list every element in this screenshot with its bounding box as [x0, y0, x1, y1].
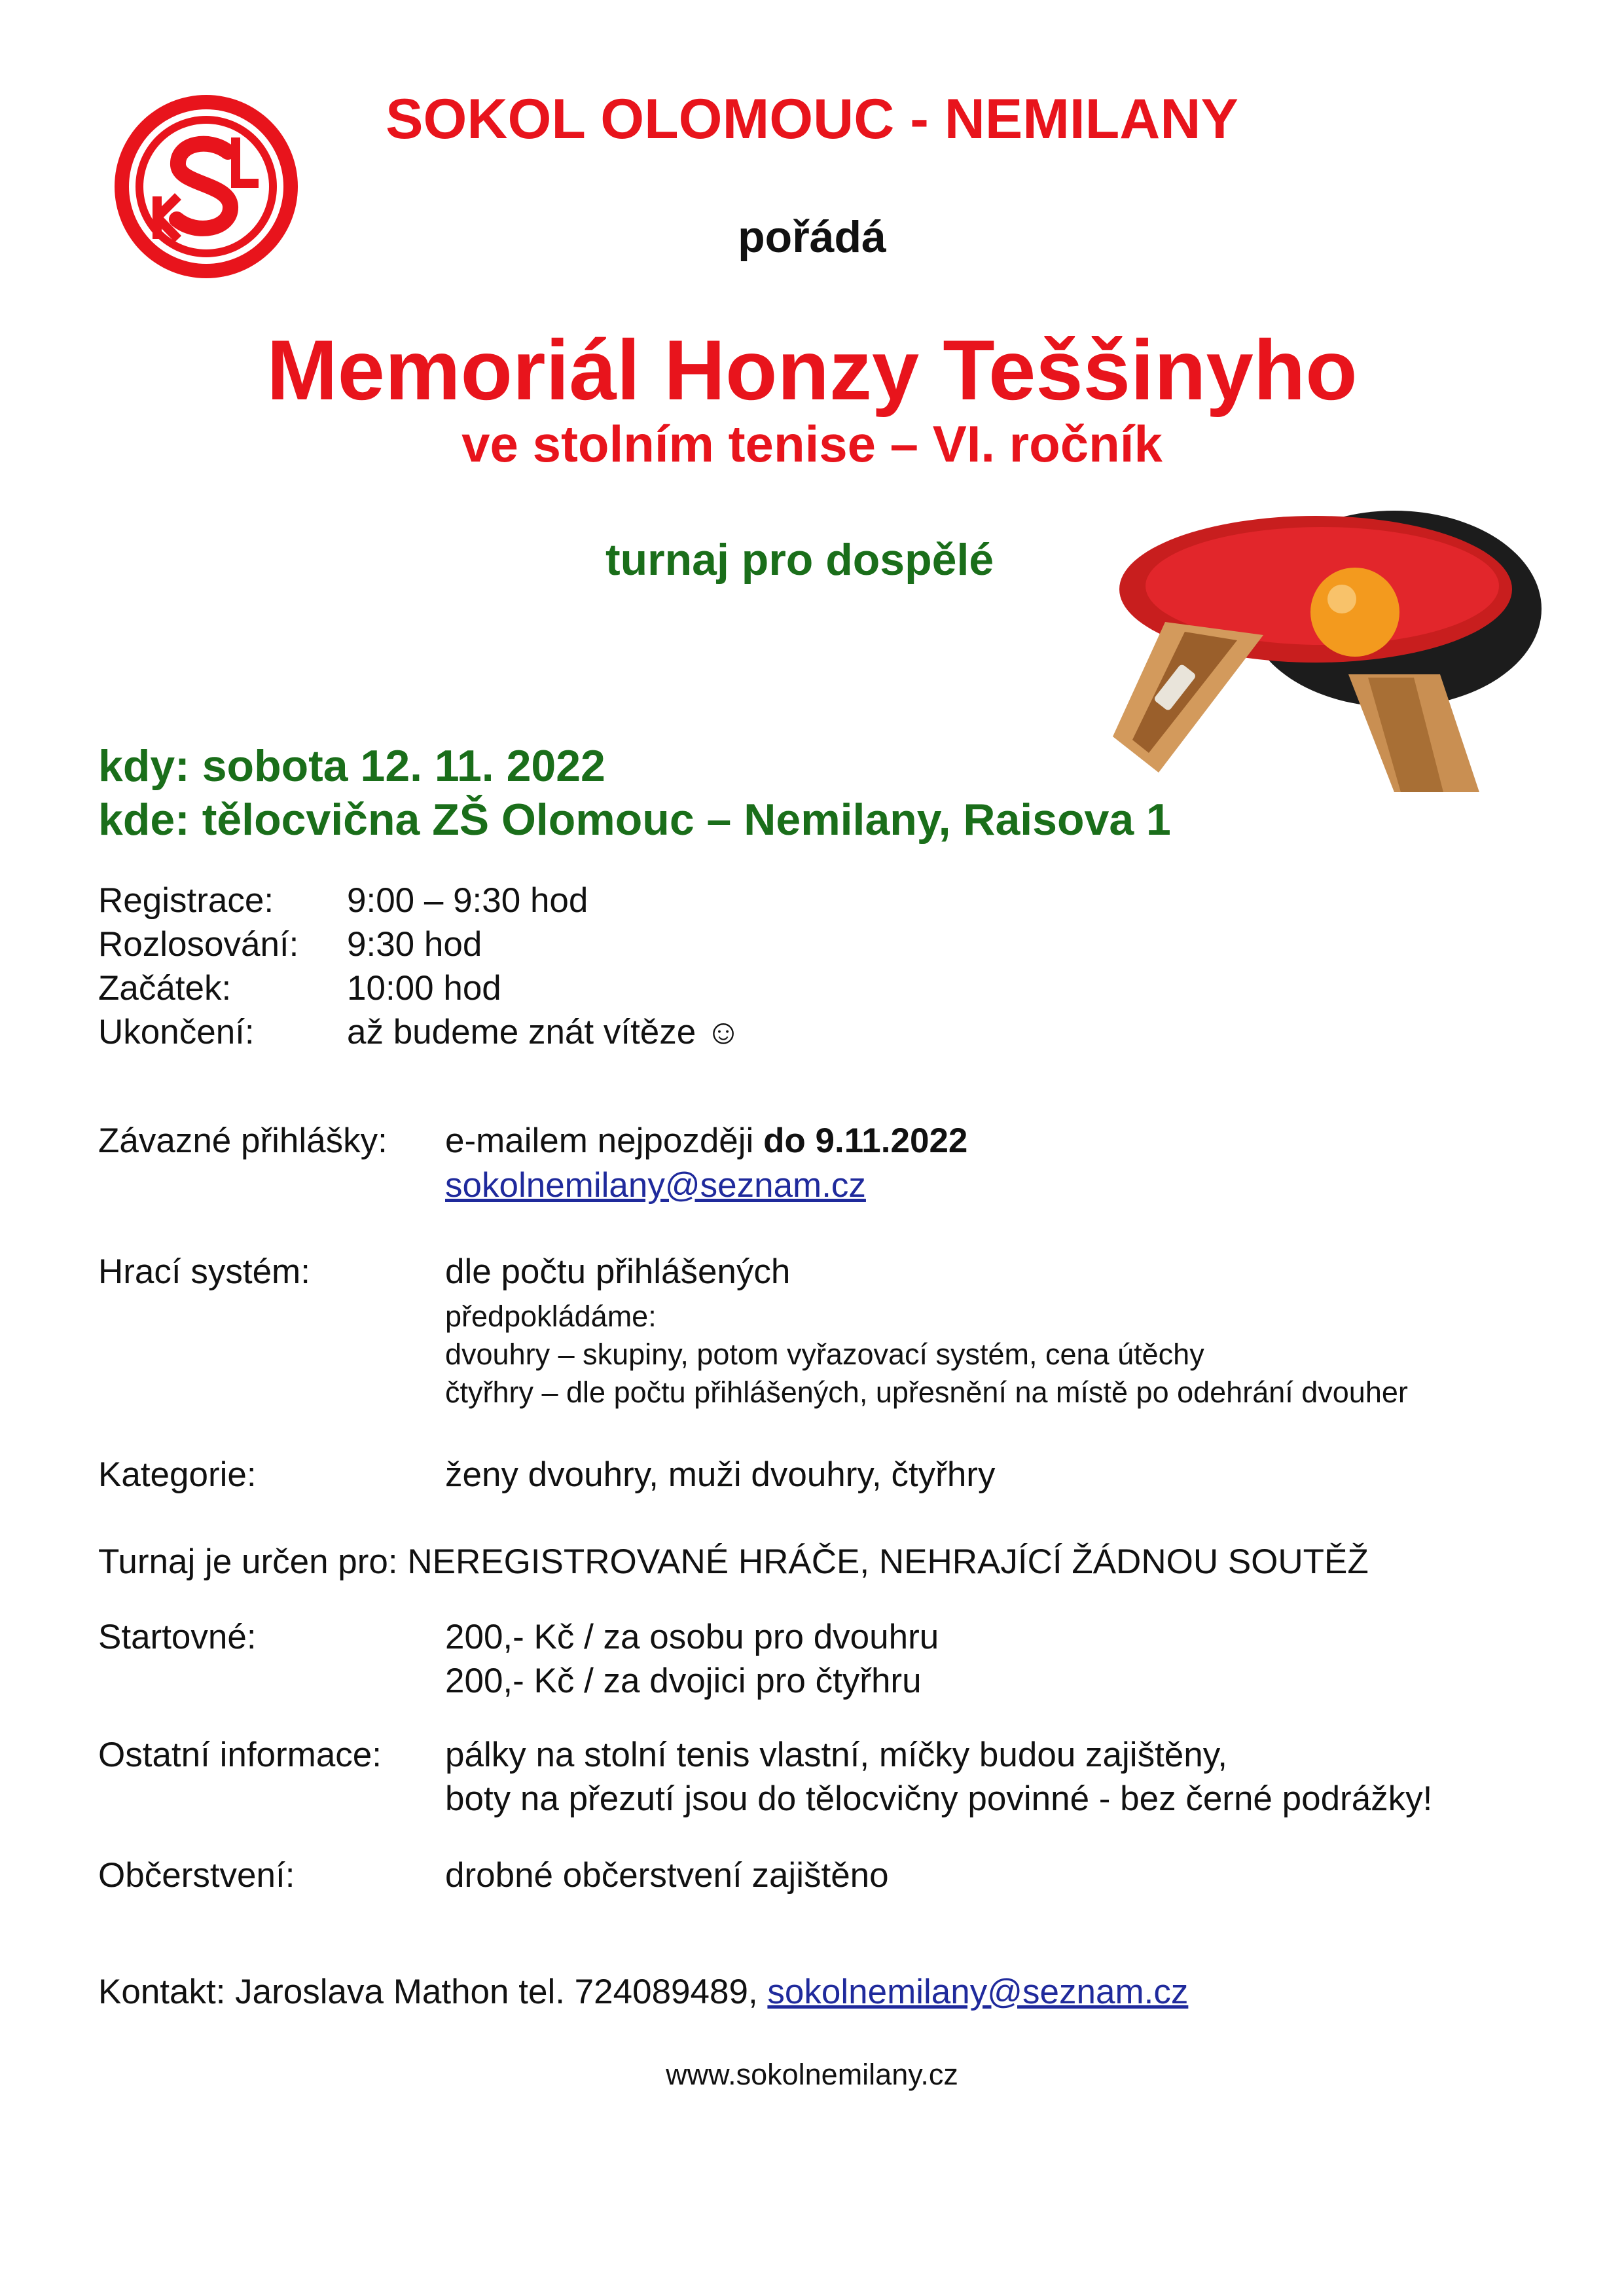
applications-value: [445, 1121, 967, 1161]
schedule-label: Registrace:: [98, 881, 274, 920]
applications-email-link[interactable]: sokolnemilany@seznam.cz: [445, 1166, 866, 1205]
other-info-line: pálky na stolní tenis vlastní, míčky budou zajištěny,: [445, 1736, 1228, 1774]
other-info-label: Ostatní informace:: [98, 1736, 382, 1774]
system-detail: čtyřhry – dle počtu přihlášených, upřesnění na místě po odehrání dvouher: [445, 1376, 1408, 1409]
system-detail: dvouhry – skupiny, potom vyřazovací systém, cena útěchy: [445, 1338, 1204, 1371]
schedule-label: Ukončení:: [98, 1013, 255, 1051]
contact-text: Kontakt: Jaroslava Mathon tel. 724089489,: [98, 1973, 768, 2011]
website-url[interactable]: www.sokolnemilany.cz: [666, 2058, 958, 2091]
fee-line: 200,- Kč / za dvojici pro čtyřhru: [445, 1662, 922, 1700]
fee-label: Startovné:: [98, 1618, 257, 1656]
system-value: dle počtu přihlášených: [445, 1252, 791, 1291]
category-value: ženy dvouhry, muži dvouhry, čtyřhry: [445, 1455, 996, 1494]
refreshments-value: drobné občerstvení zajištěno: [445, 1856, 889, 1895]
table-tennis-image: [1087, 511, 1545, 799]
applications-deadline: do 9.11.2022: [763, 1121, 968, 1160]
event-venue: kde: tělocvična ZŠ Olomouc – Nemilany, Raisova 1: [98, 795, 1171, 845]
presents-label: pořádá: [738, 212, 886, 262]
schedule-label: Rozlosování:: [98, 925, 299, 964]
applications-label: Závazné přihlášky:: [98, 1121, 388, 1160]
refreshments-label: Občerstvení:: [98, 1856, 295, 1895]
contact-email-link[interactable]: sokolnemilany@seznam.cz: [767, 1973, 1189, 2011]
category-label: Kategorie:: [98, 1455, 257, 1494]
other-info-line: boty na přezutí jsou do tělocvičny povinné - bez černé podrážky!: [445, 1779, 1433, 1818]
system-detail: předpokládáme:: [445, 1300, 657, 1333]
contact-line: [98, 1972, 1188, 2012]
schedule-value: 10:00 hod: [347, 969, 501, 1008]
event-title: Memoriál Honzy Teššinyho: [266, 322, 1358, 418]
schedule-value: 9:30 hod: [347, 925, 482, 964]
org-name: SOKOL OLOMOUC - NEMILANY: [386, 88, 1238, 151]
fee-line: 200,- Kč / za osobu pro dvouhru: [445, 1618, 939, 1656]
eligibility-text: Turnaj je určen pro: NEREGISTROVANÉ HRÁČE, NEHRAJÍCÍ ŽÁDNOU SOUTĚŽ: [98, 1542, 1369, 1581]
schedule-label: Začátek:: [98, 969, 232, 1008]
applications-text: e-mailem nejpozději: [445, 1121, 764, 1160]
audience-label: turnaj pro dospělé: [605, 535, 994, 585]
event-date: kdy: sobota 12. 11. 2022: [98, 741, 605, 791]
system-label: Hrací systém:: [98, 1252, 310, 1291]
schedule-value: až budeme znát vítěze ☺: [347, 1013, 742, 1051]
schedule-value: 9:00 – 9:30 hod: [347, 881, 588, 920]
event-subtitle: ve stolním tenise – VI. ročník: [461, 415, 1163, 473]
